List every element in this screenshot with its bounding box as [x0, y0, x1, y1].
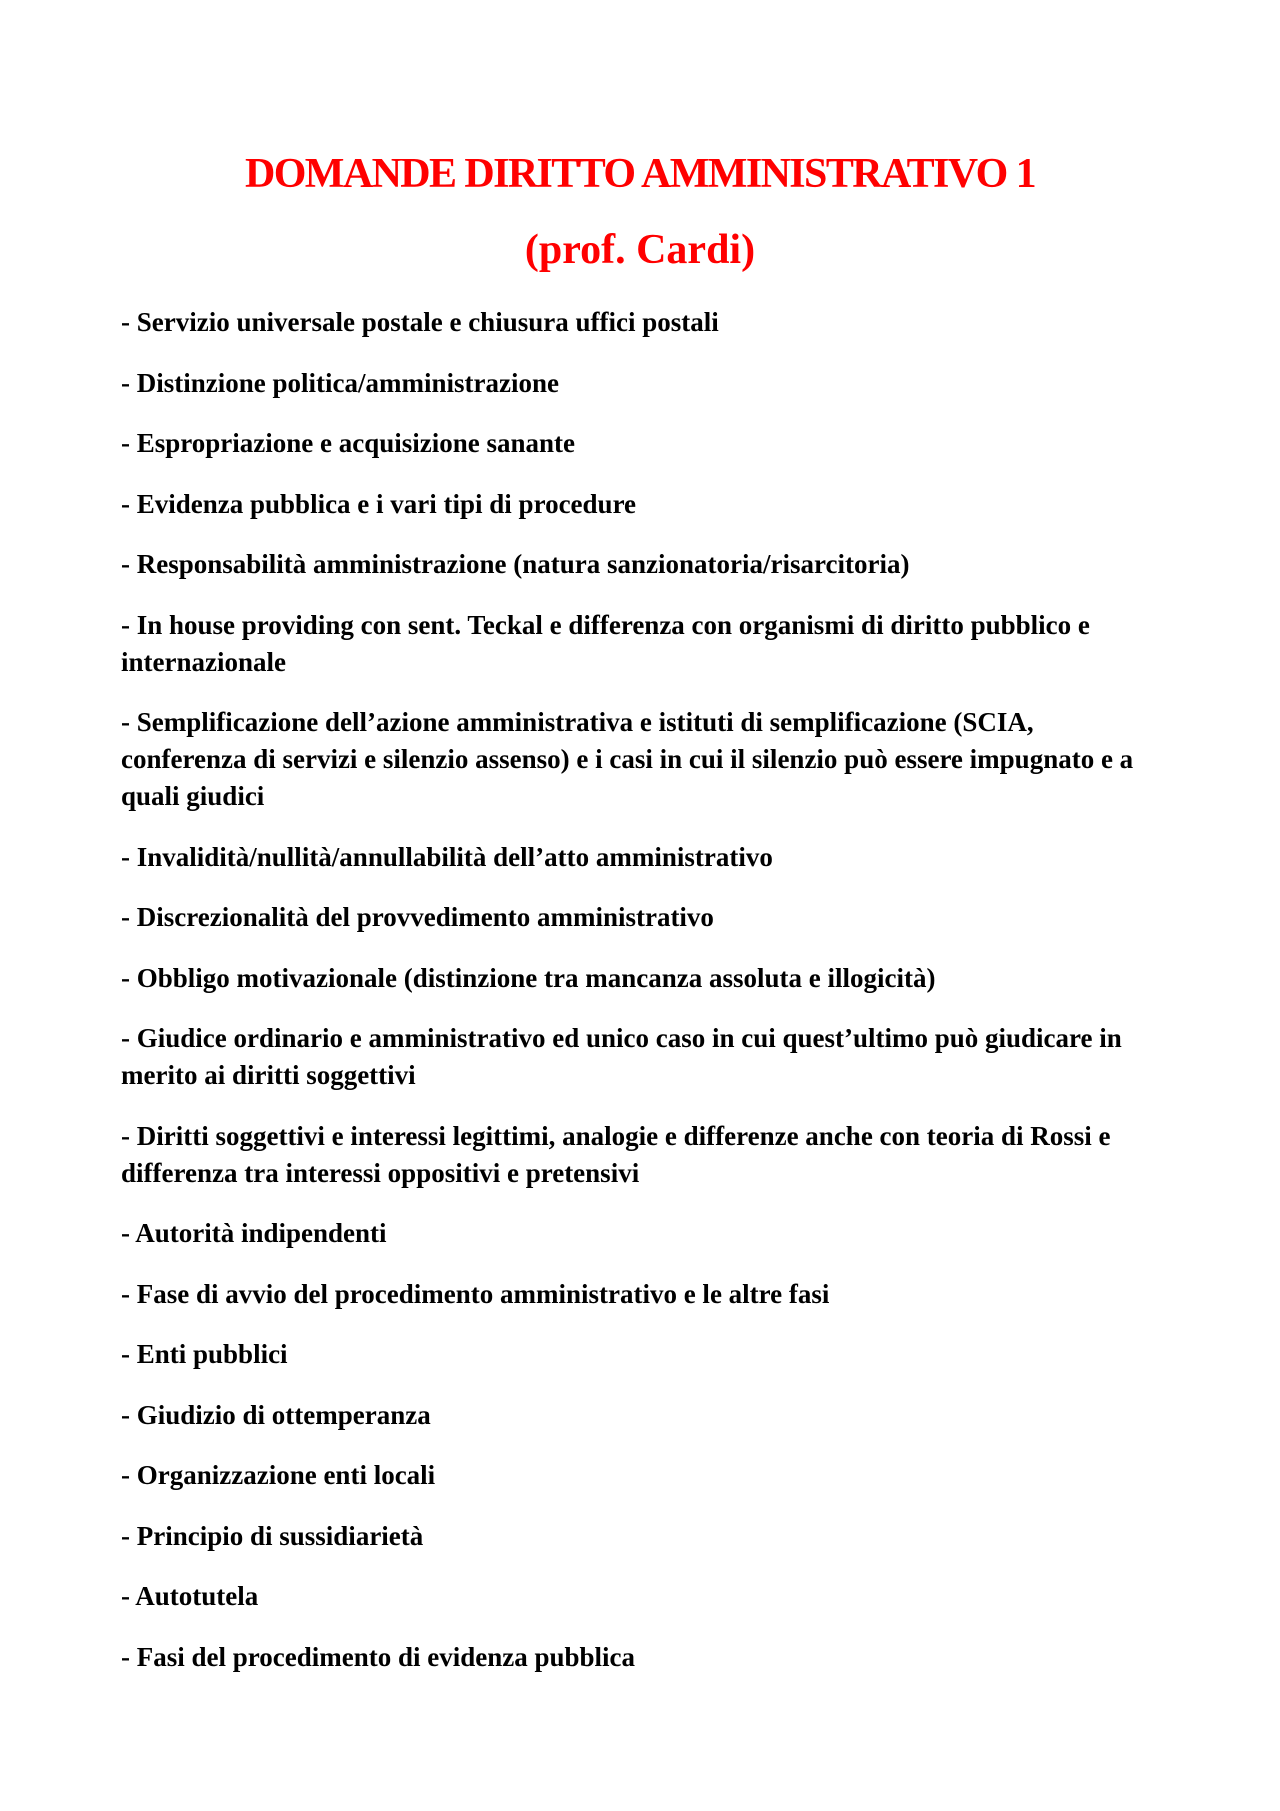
- question-item: - Autotutela: [121, 1581, 259, 1611]
- question-item: - Responsabilità amministrazione (natura sanzionatoria/risarcitoria): [121, 549, 910, 579]
- question-item: - Distinzione politica/amministrazione: [121, 367, 559, 398]
- question-item: - Giudice ordinario e amministrativo ed unico caso in cui quest’ultimo può giudicare in merito ai diritti soggettivi: [121, 1023, 1122, 1090]
- question-item: - Enti pubblici: [121, 1339, 288, 1369]
- question-item: - In house providing con sent. Teckal e differenza con organismi di diritto pubblico e internazionale: [121, 609, 1090, 677]
- question-list: [121, 304, 1151, 1699]
- question-item: - Evidenza pubblica e i vari tipi di procedure: [121, 488, 637, 519]
- question-item: - Fase di avvio del procedimento amministrativo e le altre fasi: [121, 1278, 830, 1309]
- document-title: DOMANDE DIRITTO AMMINISTRATIVO 1: [245, 151, 1035, 197]
- question-item: - Diritti soggettivi e interessi legittimi, analogie e differenze anche con teoria di Rossi e differenza tra interessi oppositivi e pretensivi: [121, 1120, 1111, 1188]
- question-item: - Giudizio di ottemperanza: [121, 1399, 431, 1430]
- question-item: - Fasi del procedimento di evidenza pubblica: [121, 1641, 636, 1672]
- document-subtitle: (prof. Cardi): [524, 227, 756, 273]
- question-item: - Semplificazione dell’azione amministrativa e istituti di semplificazione (SCIA, conferenza di servizi e silenzio assenso) e i casi in cui il silenzio può essere impugnato e a quali giudici: [121, 707, 1134, 811]
- question-item: - Espropriazione e acquisizione sanante: [121, 428, 576, 458]
- question-item: - Invalidità/nullità/annullabilità dell’atto amministrativo: [121, 841, 773, 872]
- question-item: - Servizio universale postale e chiusura uffici postali: [121, 307, 719, 337]
- question-item: - Principio di sussidiarietà: [121, 1520, 424, 1551]
- question-item: - Obbligo motivazionale (distinzione tra mancanza assoluta e illogicità): [121, 962, 936, 993]
- question-item: - Discrezionalità del provvedimento amministrativo: [121, 902, 714, 932]
- question-item: - Organizzazione enti locali: [121, 1460, 436, 1490]
- question-item: - Autorità indipendenti: [121, 1218, 387, 1248]
